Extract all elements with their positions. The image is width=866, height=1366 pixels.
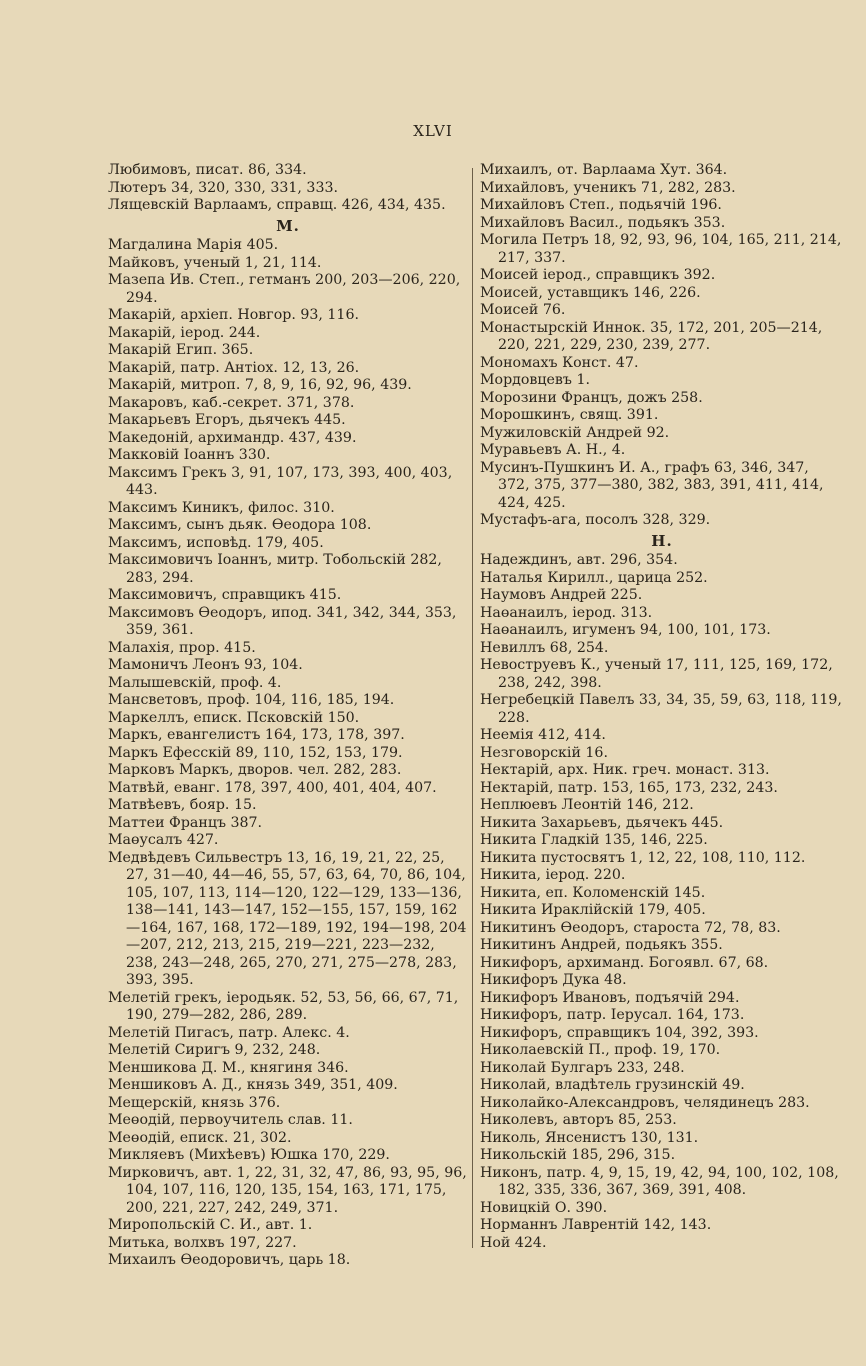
index-entry: Макарій, архіеп. Новгор. 93, 116. — [108, 307, 359, 323]
index-entry: Майковъ, ученый 1, 21, 114. — [108, 254, 322, 271]
index-entry: Морошкинъ, свящ. 391. — [480, 407, 659, 423]
index-entry: Нектарій, патр. 153, 165, 173, 232, 243. — [480, 779, 778, 796]
index-entry: Наталья Кирилл., царица 252. — [480, 569, 708, 586]
index-entry: Макарій, патр. Антіох. 12, 13, 26. — [108, 359, 360, 376]
index-entry: Мелетій Сиригъ 9, 232, 248. — [108, 1042, 321, 1058]
page-number: XLVI — [413, 122, 453, 140]
index-entry: Никита, іерод. 220. — [480, 867, 626, 883]
index-entry: Меөодій, первоучитель слав. 11. — [108, 1112, 353, 1128]
index-entry: Неплюевъ Леонтій 146, 212. — [480, 797, 694, 813]
index-entry: Николай, владѣтель грузинскій 49. — [480, 1077, 745, 1093]
index-entry: Максимъ, исповѣд. 179, 405. — [108, 534, 324, 551]
index-entry: Максимовичъ Іоаннъ, митр. Тобольскій 282, 283, 294. — [108, 552, 442, 586]
index-entry: Никита, еп. Коломенскій 145. — [480, 884, 706, 901]
index-entry: Новицкій О. 390. — [480, 1199, 608, 1216]
left-entries-main — [108, 237, 468, 1270]
index-entry: Наумовъ Андрей 225. — [480, 587, 643, 603]
index-entry: Максимъ Киникъ, филос. 310. — [108, 499, 335, 516]
index-entry: Никита Гладкій 135, 146, 225. — [480, 832, 708, 848]
index-entry: Никифоръ Дука 48. — [480, 972, 627, 988]
index-entry: Николаевскій П., проф. 19, 170. — [480, 1042, 721, 1058]
index-entry: Невоструевъ К., ученый 17, 111, 125, 169, 172, 238, 242, 398. — [480, 657, 833, 691]
index-entry: Неемія 412, 414. — [480, 727, 606, 743]
index-entry: Макковій Іоаннъ 330. — [108, 447, 271, 463]
index-entry: Надеждинъ, авт. 296, 354. — [480, 552, 678, 568]
index-entry: Микляевъ (Михѣевъ) Юшка 170, 229. — [108, 1147, 390, 1163]
index-entry: Никита пустосвятъ 1, 12, 22, 108, 110, 112. — [480, 849, 806, 866]
left-column — [108, 162, 468, 1270]
index-entry: Никольскій 185, 296, 315. — [480, 1147, 676, 1163]
index-entry: Маркеллъ, еписк. Псковскій 150. — [108, 709, 360, 726]
index-entry: Максимовъ Өеодоръ, ипод. 341, 342, 344, 353, 359, 361. — [108, 604, 457, 638]
index-entry: Наөанаилъ, іерод. 313. — [480, 604, 653, 621]
index-entry: Никифоръ Ивановъ, подъячій 294. — [480, 989, 740, 1006]
index-entry: Миропольскій С. И., авт. 1. — [108, 1217, 313, 1233]
index-entry: Ной 424. — [480, 1234, 547, 1251]
index-entry: Михайловъ, ученикъ 71, 282, 283. — [480, 179, 736, 196]
index-entry: Макаровъ, каб.-секрет. 371, 378. — [108, 394, 355, 411]
index-entry: Незговорскій 16. — [480, 744, 608, 761]
index-entry: Малышевскій, проф. 4. — [108, 674, 282, 691]
section-letter-n: Н. — [651, 531, 673, 550]
index-entry: Меөодій, еписк. 21, 302. — [108, 1129, 292, 1146]
index-entry: Максимовичъ, справщикъ 415. — [108, 587, 342, 603]
index-entry: Маттеи Францъ 387. — [108, 814, 263, 831]
index-entry: Матвѣй, еванг. 178, 397, 400, 401, 404, 407. — [108, 779, 437, 796]
index-entry: Никонъ, патр. 4, 9, 15, 19, 42, 94, 100, 102, 108, 182, 335, 336, 367, 369, 391, 408. — [480, 1164, 839, 1198]
index-entry: Мансветовъ, проф. 104, 116, 185, 194. — [108, 692, 395, 708]
index-entry: Никита Ираклійскій 179, 405. — [480, 902, 706, 918]
index-entry: Любимовъ, писат. 86, 334. — [108, 162, 307, 178]
index-entry: Михайловъ Степ., подьячій 196. — [480, 197, 722, 213]
index-entry: Мелетій грекъ, іеродьяк. 52, 53, 56, 66, 67, 71, 190, 279—282, 286, 289. — [108, 989, 459, 1023]
index-entry: Максимъ, сынъ дьяк. Өеодора 108. — [108, 517, 372, 533]
index-entry: Михайловъ Васил., подьякъ 353. — [480, 214, 726, 231]
index-entry: Николай Булгаръ 233, 248. — [480, 1059, 685, 1076]
index-entry: Никитинъ Өеодоръ, староста 72, 78, 83. — [480, 919, 781, 936]
index-entry: Макарій Егип. 365. — [108, 342, 254, 358]
index-entry: Македоній, архимандр. 437, 439. — [108, 429, 357, 446]
index-entry: Могила Петръ 18, 92, 93, 96, 104, 165, 211, 214, 217, 337. — [480, 232, 842, 266]
index-entry: Лютеръ 34, 320, 330, 331, 333. — [108, 179, 339, 196]
index-entry: Мужиловскій Андрей 92. — [480, 424, 670, 441]
index-entry: Нектарій, арх. Ник. греч. монаст. 313. — [480, 762, 770, 778]
right-entries-top — [480, 162, 844, 530]
index-entry: Никифоръ, архиманд. Богоявл. 67, 68. — [480, 954, 769, 971]
index-entry: Наөанаилъ, игуменъ 94, 100, 101, 173. — [480, 622, 771, 638]
index-entry: Максимъ Грекъ 3, 91, 107, 173, 393, 400, 403, 443. — [108, 464, 453, 498]
index-entry: Мустафъ-ага, посолъ 328, 329. — [480, 512, 711, 528]
column-divider — [472, 168, 473, 1248]
index-entry: Матвѣевъ, бояр. 15. — [108, 797, 257, 813]
index-entry: Моисей 76. — [480, 302, 566, 318]
index-entry: Николевъ, авторъ 85, 253. — [480, 1112, 677, 1128]
index-entry: Марковъ Маркъ, дворов. чел. 282, 283. — [108, 762, 402, 778]
index-entry: Мазепа Ив. Степ., гетманъ 200, 203—206, 220, 294. — [108, 272, 461, 306]
index-entry: Николь, Янсенистъ 130, 131. — [480, 1129, 699, 1146]
index-entry: Малахія, прор. 415. — [108, 639, 256, 656]
index-entry: Мордовцевъ 1. — [480, 372, 590, 388]
index-entry: Макарьевъ Егоръ, дьячекъ 445. — [108, 412, 346, 428]
index-entry: Митька, волхвъ 197, 227. — [108, 1234, 297, 1251]
index-entry: Никита Захарьевъ, дьячекъ 445. — [480, 814, 724, 831]
index-entry: Мещерскій, князь 376. — [108, 1094, 281, 1111]
index-entry: Невиллъ 68, 254. — [480, 639, 609, 656]
index-entry: Мономахъ Конст. 47. — [480, 354, 639, 371]
index-entry: Магдалина Марія 405. — [108, 237, 279, 253]
index-entry: Маркъ Ефесскій 89, 110, 152, 153, 179. — [108, 744, 403, 761]
right-column — [480, 162, 844, 1252]
index-entry: Маөусалъ 427. — [108, 832, 219, 848]
index-entry: Николайко-Александровъ, челядинецъ 283. — [480, 1094, 810, 1111]
section-letter-m: М. — [276, 216, 300, 235]
index-entry: Муравьевъ А. Н., 4. — [480, 442, 626, 458]
index-entry: Негребецкій Павелъ 33, 34, 35, 59, 63, 118, 119, 228. — [480, 692, 842, 726]
index-entry: Михаилъ, от. Варлаама Хут. 364. — [480, 162, 728, 178]
index-entry: Лящевскій Варлаамъ, справщ. 426, 434, 435. — [108, 197, 446, 213]
index-entry: Меншиковъ А. Д., князь 349, 351, 409. — [108, 1077, 398, 1093]
index-entry: Моисей іерод., справщикъ 392. — [480, 267, 716, 283]
index-entry: Никифоръ, патр. Іерусал. 164, 173. — [480, 1007, 745, 1023]
index-entry: Монастырскій Иннок. 35, 172, 201, 205—214, 220, 221, 229, 230, 239, 277. — [480, 319, 823, 353]
left-entries-top — [108, 162, 468, 215]
index-entry: Моисей, уставщикъ 146, 226. — [480, 284, 701, 301]
index-entry: Мамоничъ Леонъ 93, 104. — [108, 657, 303, 673]
index-entry: Мелетій Пигасъ, патр. Алекс. 4. — [108, 1024, 350, 1041]
index-entry: Мирковичъ, авт. 1, 22, 31, 32, 47, 86, 93, 95, 96, 104, 107, 116, 120, 135, 154, 163, 171, 175, 200, 221, 227, 242, 249, 371. — [108, 1164, 467, 1216]
index-entry: Макарій, митроп. 7, 8, 9, 16, 92, 96, 439. — [108, 377, 412, 393]
index-entry: Медвѣдевъ Сильвестръ 13, 16, 19, 21, 22, 25, 27, 31—40, 44—46, 55, 57, 63, 64, 70, 86, 104, 105, 107, 113, 114—120, 122—129, 133—136, 138—141, 143—147, 152—155, 157, 159, 162—164, 167, 168, 172—189, 192, 194—198, 204—207, 212, 213, 215, 219—221, 223—232, 238, 243—248, 265, 270, 271, 275—278, 283, 393, 395. — [108, 849, 467, 988]
index-entry: Морозини Францъ, дожъ 258. — [480, 389, 703, 406]
index-entry: Норманнъ Лаврентій 142, 143. — [480, 1217, 712, 1233]
right-entries-main — [480, 552, 844, 1252]
index-entry: Никифоръ, справщикъ 104, 392, 393. — [480, 1024, 759, 1041]
index-entry: Меншикова Д. М., княгиня 346. — [108, 1059, 349, 1076]
index-entry: Мусинъ-Пушкинъ И. А., графъ 63, 346, 347, 372, 375, 377—380, 382, 383, 391, 411, 414, 424, 425. — [480, 459, 824, 511]
index-entry: Макарій, іерод. 244. — [108, 324, 261, 341]
index-entry: Маркъ, евангелистъ 164, 173, 178, 397. — [108, 727, 405, 743]
index-entry: Никитинъ Андрей, подьякъ 355. — [480, 937, 723, 953]
index-entry: Михаилъ Өеодоровичъ, царь 18. — [108, 1252, 351, 1268]
